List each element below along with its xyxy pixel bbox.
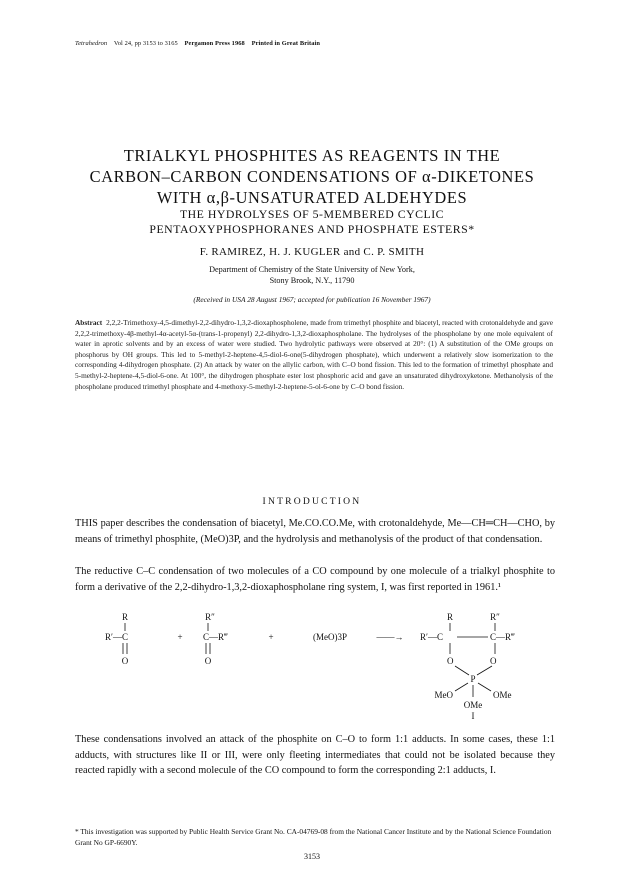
article-subtitle: [40, 207, 584, 237]
bond: [455, 666, 469, 675]
paragraph-3: These condensations involved an attack of the phosphite on C–O to form 1:1 adducts. In some cases, these 1:1 adducts, with structures like II or III, were only fleeting intermediates that could not be isolated because they reacted rapidly with a second molecule of the CO compound to form the corresponding 2:1 adducts, I.: [75, 734, 555, 777]
paragraph-1: THIS paper describes the condensation of biacetyl, Me.CO.CO.Me, with crotonaldehyde, Me—CH═CH—CHO, by means of trimethyl phosphite, (MeO)3P, and the hydrolysis and methanolysis of the product of that condensation.: [75, 518, 555, 545]
product-methoxy-bottom: OMe: [463, 700, 483, 710]
product-oxygen-1: O: [447, 656, 454, 666]
publisher-info: Pergamon Press 1968: [184, 40, 245, 47]
abstract: [75, 318, 553, 392]
title-line-3: WITH α,β-UNSATURATED ALDEHYDES: [156, 188, 468, 207]
compound-label: I: [471, 711, 475, 721]
title-line-2: CARBON–CARBON CONDENSATIONS OF α-DIKETONES: [89, 167, 535, 186]
product-phosphorus: P: [470, 674, 476, 684]
subtitle-line-1: THE HYDROLYSES OF 5-MEMBERED CYCLIC: [179, 207, 445, 221]
received-dates: (Received in USA 28 August 1967; accepted for publication 16 November 1967): [193, 295, 431, 304]
bond: [477, 666, 492, 675]
article-title: [40, 145, 584, 208]
reactant1-oxygen: O: [121, 656, 129, 666]
plus-sign-2: +: [268, 632, 274, 642]
printed-info: Printed in Great Britain: [251, 40, 321, 47]
reaction-scheme-svg: [75, 612, 555, 732]
product-r: R: [446, 612, 454, 622]
affiliation-line-2: Stony Brook, N.Y., 11790: [269, 276, 355, 285]
title-line-1: TRIALKYL PHOSPHITES AS REAGENTS IN THE: [123, 146, 501, 165]
volume-info: Vol 24, pp 3153 to 3165: [113, 40, 178, 47]
reactant1-r: R: [121, 612, 129, 622]
abstract-label: Abstract: [75, 318, 103, 327]
affiliation: [40, 264, 584, 286]
subtitle-line-2: PENTAOXYPHOSPHORANES AND PHOSPHATE ESTERS*: [149, 222, 475, 236]
product-methoxy-right: OMe: [493, 690, 512, 700]
reactant2-carbon: C—R‴: [203, 632, 228, 642]
abstract-text: 2,2,2-Trimethoxy-4,5-dimethyl-2,2-dihydro-1,3,2-dioxaphospholene, made from trimethyl phosphite and biacetyl, reacted with crotonaldehyde and gave 2,2,2-trimethoxy-4β-methyl-4α-acetyl-5α-(trans-1-propenyl) 2,2-dihydro-1,3,2-dioxaphospholane. The hydrolyses of the phospholane by one mole equivalent of water in aprotic solvents and by an excess of water were studied. Two hydrolytic pathways were observed at 20°: (1) A substitution of the OMe groups on phosphorus by OH groups. This led to 5-methyl-2-heptene-4,5-diol-6-one(5-dihydrogen phosphate), which underwent a relatively slow isomerization to the corresponding 4-dihydrogen phosphate. (2) An attack by water on the allylic carbon, with C–O bond fission. This led to the formation of trimethyl phosphate and 5-methyl-2-heptene-4,5-diol-6-one. At 100°, the dihydrogen phosphate ester lost phosphoric acid and gave an unsaturated dihydroxyketone. Methanolysis of the phospholane produced trimethyl phosphate and 4-methoxy-5-methyl-2-heptene-5-ol-6-one by C–O bond fission.: [75, 318, 553, 391]
author-list: F. RAMIREZ, H. J. KUGLER and C. P. SMITH: [199, 246, 425, 258]
reactant2-r: R″: [205, 612, 215, 622]
product-methoxy-left: MeO: [434, 690, 453, 700]
journal-name: Tetrahedron: [75, 40, 108, 47]
reactant2-oxygen: O: [204, 656, 212, 666]
reaction-arrow: ——→: [376, 632, 404, 642]
page-number: 3153: [304, 852, 320, 861]
footnote: * This investigation was supported by Public Health Service Grant No. CA-04769-08 from the National Cancer Institute and by the National Science Foundation Grant No GP-6690Y.: [75, 827, 552, 847]
reaction-scheme: [75, 612, 555, 732]
bond: [455, 683, 468, 691]
product-r-double-prime: R″: [490, 612, 500, 622]
reactant1-carbon: R′—C: [105, 632, 128, 642]
section-heading-introduction: INTRODUCTION: [262, 496, 362, 507]
running-header: [75, 40, 555, 47]
paragraph-2: The reductive C–C condensation of two molecules of a CO compound by one molecule of a trialkyl phosphite to form a derivative of the 2,2-dihydro-1,3,2-dioxaphospholane ring system, I, was first reported in 1961.¹: [75, 566, 555, 593]
phosphite-reagent: (MeO)3P: [313, 632, 347, 642]
product-oxygen-2: O: [490, 656, 497, 666]
plus-sign-1: +: [177, 632, 183, 642]
product-right-carbon: C—R‴: [490, 632, 515, 642]
affiliation-line-1: Department of Chemistry of the State University of New York,: [209, 265, 415, 274]
bond: [478, 683, 491, 691]
product-left-carbon: R′—C: [420, 632, 443, 642]
